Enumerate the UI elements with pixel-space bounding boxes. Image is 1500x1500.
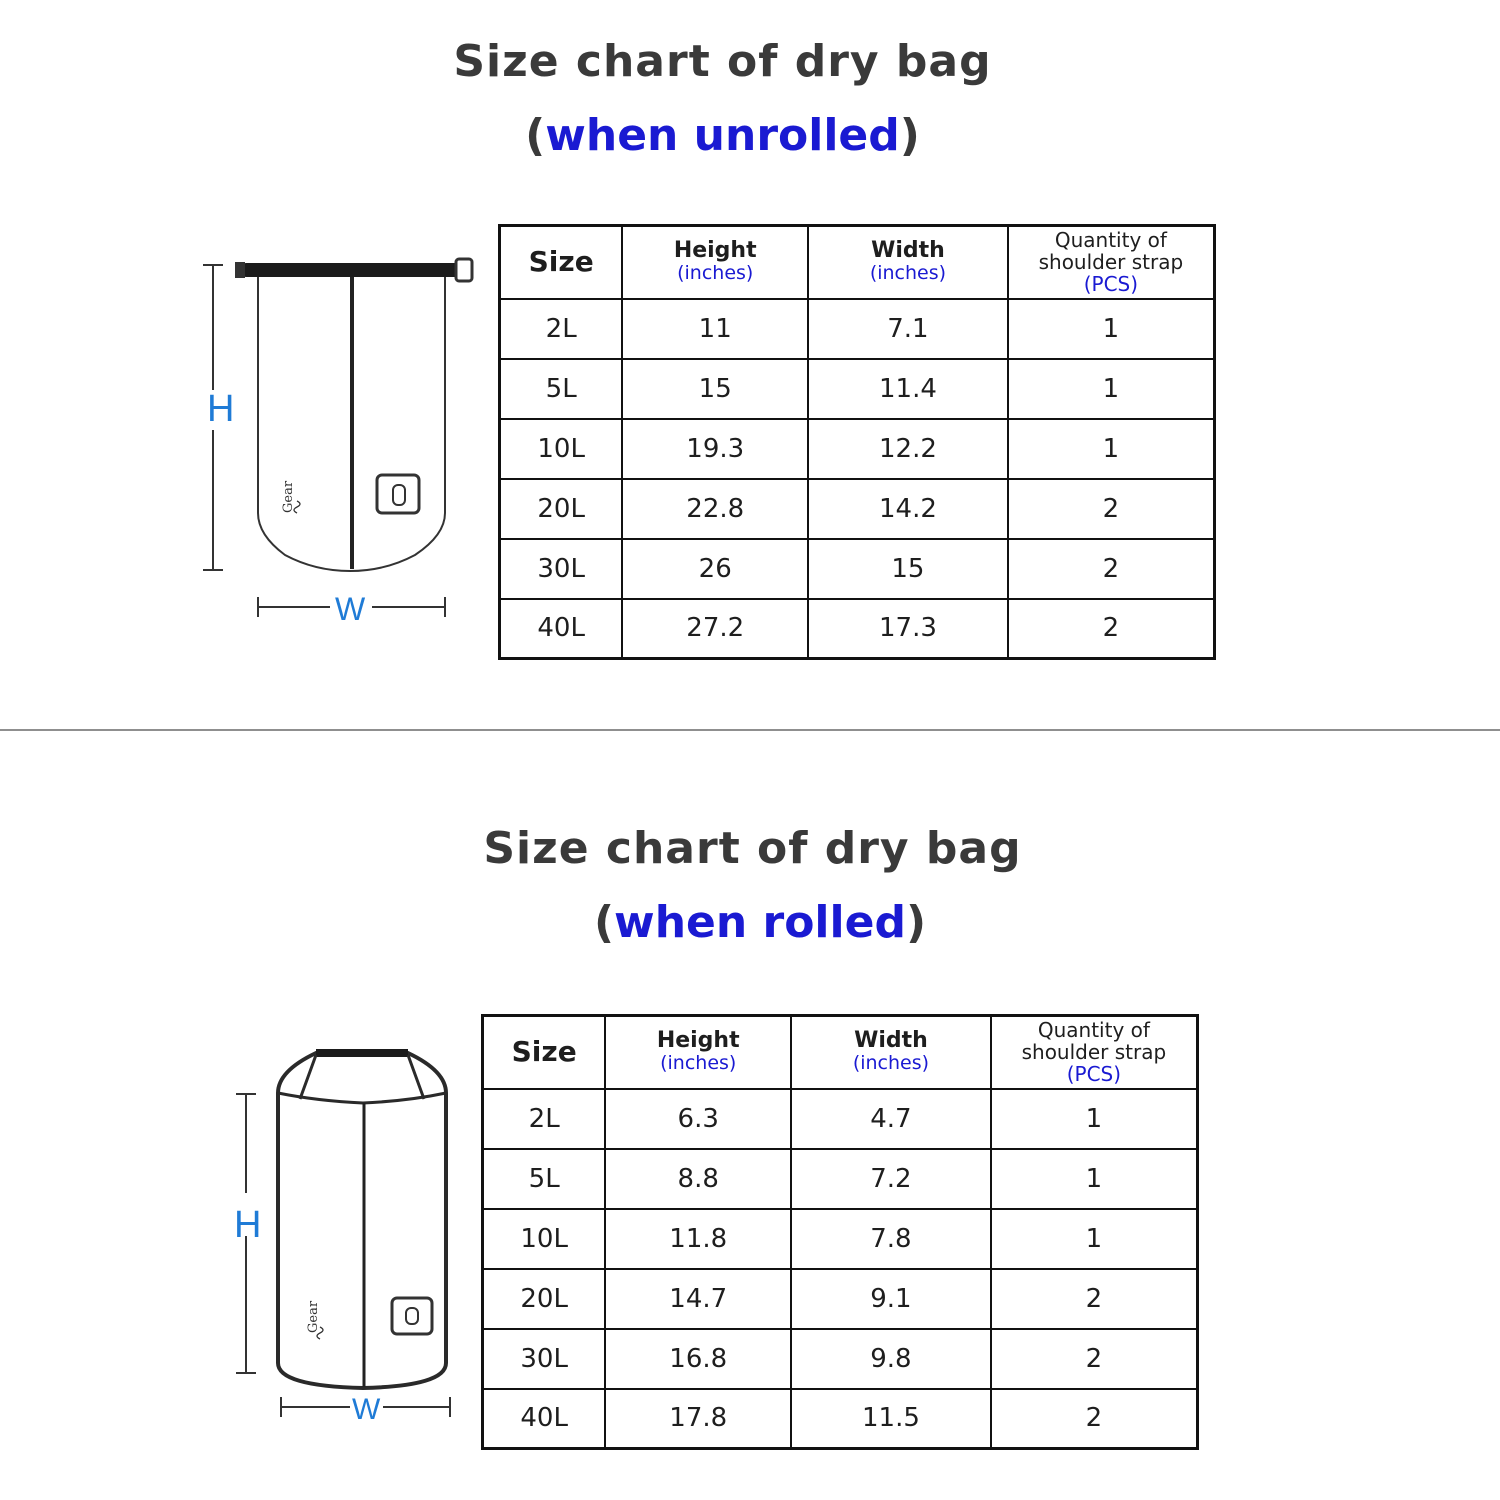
cell-width: 7.1 xyxy=(808,299,1008,359)
cell-height: 15 xyxy=(622,359,808,419)
cell-qty: 1 xyxy=(1008,359,1215,419)
unrolled-subtitle-emphasis: when unrolled xyxy=(545,110,900,161)
cell-size: 30L xyxy=(483,1329,606,1389)
unrolled-table-body xyxy=(500,299,1215,659)
cell-width: 9.1 xyxy=(791,1269,991,1329)
table-row xyxy=(483,1209,1198,1269)
table-row xyxy=(500,479,1215,539)
cell-size: 20L xyxy=(483,1269,606,1329)
rolled-subtitle: (when rolled) xyxy=(593,897,927,948)
header-quantity-unit: (PCS) xyxy=(1083,272,1139,297)
table-row xyxy=(483,1329,1198,1389)
unrolled-title-text: Size chart of dry bag xyxy=(453,36,992,87)
unrolled-size-table xyxy=(498,224,1216,660)
cell-size: 2L xyxy=(483,1089,606,1149)
cell-width: 7.8 xyxy=(791,1209,991,1269)
cell-qty: 1 xyxy=(1008,419,1215,479)
cell-size: 5L xyxy=(500,359,623,419)
table-row xyxy=(483,1089,1198,1149)
cell-qty: 1 xyxy=(991,1149,1198,1209)
cell-qty: 1 xyxy=(991,1209,1198,1269)
unrolled-section xyxy=(0,0,1500,730)
cell-qty: 1 xyxy=(1008,299,1215,359)
cell-size: 40L xyxy=(483,1389,606,1449)
cell-height: 8.8 xyxy=(605,1149,791,1209)
cell-size: 5L xyxy=(483,1149,606,1209)
cell-height: 17.8 xyxy=(605,1389,791,1449)
cell-height: 19.3 xyxy=(622,419,808,479)
cell-qty: 2 xyxy=(1008,539,1215,599)
valve-icon xyxy=(392,1298,432,1334)
table-row xyxy=(500,299,1215,359)
cell-width: 9.8 xyxy=(791,1329,991,1389)
header-quantity: Quantity of shoulder strap (PCS) xyxy=(991,1016,1198,1089)
cell-size: 40L xyxy=(500,599,623,659)
header-height-unit: (inches) xyxy=(660,1052,737,1075)
cell-qty: 2 xyxy=(1008,479,1215,539)
rolled-table-body xyxy=(483,1089,1198,1449)
header-width-unit: (inches) xyxy=(852,1052,930,1075)
rolled-title xyxy=(0,823,1500,874)
header-width-unit: (inches) xyxy=(869,262,947,285)
width-dimension-label: W xyxy=(352,1393,381,1426)
cell-size: 10L xyxy=(500,419,623,479)
cell-qty: 2 xyxy=(991,1389,1198,1449)
rolled-section xyxy=(0,731,1500,1500)
cell-width: 15 xyxy=(808,539,1008,599)
cell-qty: 1 xyxy=(991,1089,1198,1149)
brand-mark: Gear xyxy=(306,1300,321,1333)
cell-width: 11.5 xyxy=(791,1389,991,1449)
unrolled-bag-illustration xyxy=(190,245,490,665)
table-row xyxy=(500,359,1215,419)
cell-height: 11 xyxy=(622,299,808,359)
unrolled-subtitle: (when unrolled) xyxy=(525,110,920,161)
header-height: Height (inches) xyxy=(605,1016,791,1089)
cell-width: 11.4 xyxy=(808,359,1008,419)
cell-size: 20L xyxy=(500,479,623,539)
cell-size: 10L xyxy=(483,1209,606,1269)
cell-height: 14.7 xyxy=(605,1269,791,1329)
header-quantity: Quantity of shoulder strap (PCS) xyxy=(1008,226,1215,299)
cell-qty: 2 xyxy=(991,1269,1198,1329)
cell-height: 22.8 xyxy=(622,479,808,539)
table-header-row xyxy=(483,1016,1198,1089)
table-row xyxy=(500,539,1215,599)
rolled-size-table xyxy=(481,1014,1199,1450)
header-width: Width (inches) xyxy=(808,226,1008,299)
header-size: Size xyxy=(500,226,623,299)
cell-height: 26 xyxy=(622,539,808,599)
header-quantity-unit: (PCS) xyxy=(1066,1062,1122,1087)
rolled-bag-illustration xyxy=(218,1041,478,1431)
rolled-subtitle-emphasis: when rolled xyxy=(614,897,906,948)
table-row xyxy=(500,599,1215,659)
cell-width: 7.2 xyxy=(791,1149,991,1209)
cell-qty: 2 xyxy=(1008,599,1215,659)
width-dimension-label: W xyxy=(335,591,366,627)
table-row xyxy=(483,1149,1198,1209)
cell-width: 4.7 xyxy=(791,1089,991,1149)
table-row xyxy=(500,419,1215,479)
cell-width: 12.2 xyxy=(808,419,1008,479)
brand-mark: Gear xyxy=(281,480,296,513)
rolled-title-text: Size chart of dry bag xyxy=(483,823,1022,874)
height-dimension-label: H xyxy=(234,1204,262,1246)
cell-width: 14.2 xyxy=(808,479,1008,539)
unrolled-title xyxy=(0,36,1500,87)
table-row xyxy=(483,1389,1198,1449)
cell-width: 17.3 xyxy=(808,599,1008,659)
table-header-row xyxy=(500,226,1215,299)
header-height-unit: (inches) xyxy=(677,262,754,285)
header-width: Width (inches) xyxy=(791,1016,991,1089)
height-dimension-label: H xyxy=(207,388,235,430)
cell-size: 2L xyxy=(500,299,623,359)
cell-qty: 2 xyxy=(991,1329,1198,1389)
cell-height: 6.3 xyxy=(605,1089,791,1149)
table-row xyxy=(483,1269,1198,1329)
cell-height: 27.2 xyxy=(622,599,808,659)
header-size: Size xyxy=(483,1016,606,1089)
valve-icon xyxy=(377,475,419,513)
cell-size: 30L xyxy=(500,539,623,599)
cell-height: 16.8 xyxy=(605,1329,791,1389)
header-height: Height (inches) xyxy=(622,226,808,299)
cell-height: 11.8 xyxy=(605,1209,791,1269)
